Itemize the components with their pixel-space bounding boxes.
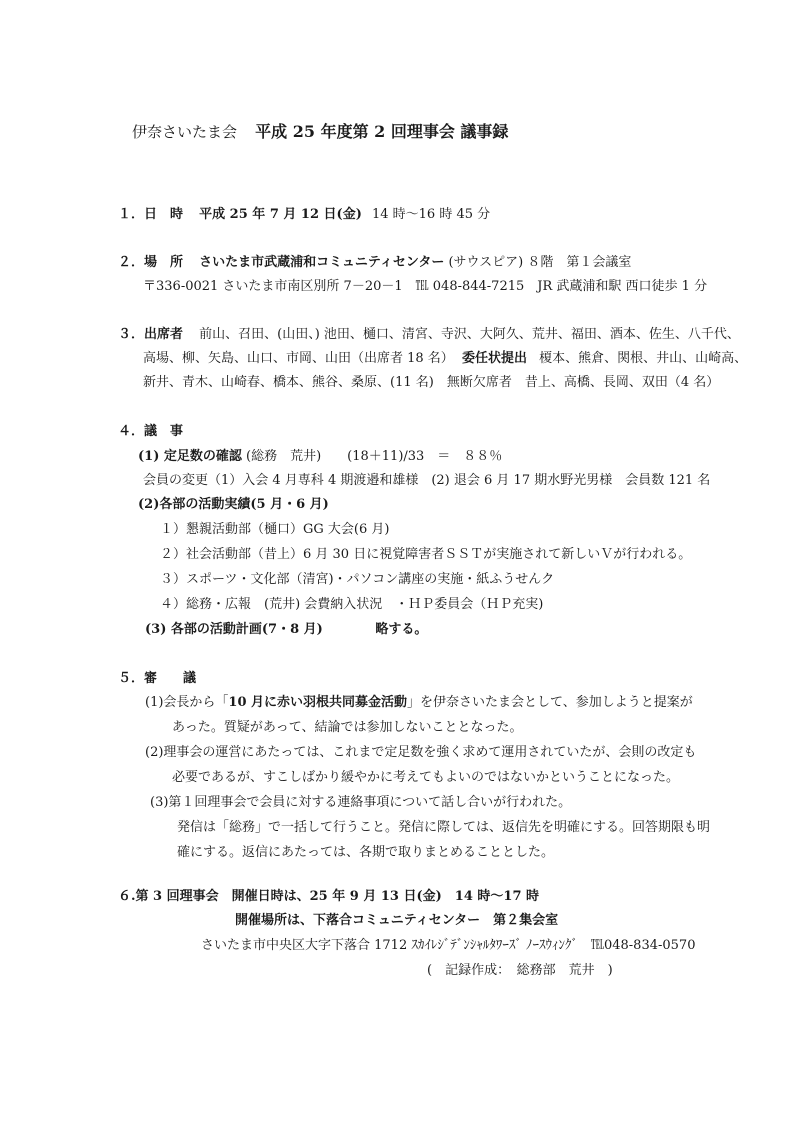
members-change: 会員の変更（1）入会 4 月専科 4 期渡邉和雄様 (2) 退会 6 月 17 期水野光男様 会員数 121 名 bbox=[143, 473, 711, 488]
quorum-detail: (総務 荒井) (18＋11)/33 ＝ ８８％ bbox=[246, 449, 503, 464]
record-author: ( 記録作成： 総務部 荒井 ) bbox=[427, 963, 613, 978]
venue-address: 〒336-0021 さいたま市南区別所 7－20－1 ℡ 048-844-7215 JR 武蔵浦和駅 西口徒歩 1 分 bbox=[143, 279, 708, 294]
next-meeting-address: さいたま市中央区大字下落合 1712 ｽｶｲﾚｼﾞﾃﾞﾝｼｬﾙﾀﾜｰｽﾞ ﾉｰｽｳｨﾝｸﾞ ℡048-834-0570 bbox=[201, 938, 696, 953]
quorum-row bbox=[138, 450, 502, 463]
venue-detail: (サウスピア) ８階 第１会議室 bbox=[448, 255, 632, 270]
plan-label: (3) 各部の活動計画(7・8 月) bbox=[145, 622, 323, 637]
section-agenda-label: ４．議 事 bbox=[118, 424, 184, 439]
activity-1: １）懇親活動部（樋口）GG 大会(6 月) bbox=[160, 522, 390, 537]
deliberation-item-3-cont-2: 確にする。返信にあたっては、各期で取りまとめることとした。 bbox=[177, 845, 555, 860]
activities-label: (2)各部の活動実績(5 月・6 月) bbox=[138, 497, 329, 512]
activity-4: ４）総務・広報 (荒井) 会費納入状況 ・ＨＰ委員会（ＨＰ充実) bbox=[160, 597, 544, 612]
venue-label: ２．場 所 bbox=[118, 255, 184, 270]
activity-3: ３）スポーツ・文化部（清宮)・パソコン講座の実施・紙ふうせんク bbox=[160, 572, 555, 587]
section-venue bbox=[118, 256, 631, 269]
deliberation-item-3: (3)第１回理事会で会員に対する連絡事項について話し合いが行われた。 bbox=[150, 795, 572, 810]
attendees-line-1: 前山、召田、(山田、) 池田、樋口、清宮、寺沢、大阿久、荒井、福田、酒本、佐生、八千代、 bbox=[199, 327, 740, 342]
deliberation-item-1-cont: あった。質疑があって、結論では参加しないこととなった。 bbox=[172, 720, 523, 735]
attendees-list: 高場、柳、矢島、山口、市岡、山田（出席者 18 名） bbox=[143, 351, 454, 366]
deliberation-item-2-cont: 必要であるが、すこしばかり緩やかに考えてもよいのではないかということになった。 bbox=[172, 770, 680, 785]
deliberation-item-2: (2)理事会の運営にあたっては、これまで定足数を強く求めて運用されていたが、会則の改定も bbox=[145, 745, 697, 760]
plan-note: 略する。 bbox=[375, 622, 428, 637]
activity-2: ２）社会活動部（昔上）6 月 30 日に視覚障害者ＳＳＴが実施されて新しいＶが行われる。 bbox=[160, 547, 692, 562]
deliberation-item-1 bbox=[145, 696, 693, 709]
next-meeting-venue: 開催場所は、下落合コミュニティセンター 第２集会室 bbox=[235, 913, 559, 928]
section-attendees bbox=[118, 328, 740, 341]
meeting-time: 14 時〜16 時 45 分 bbox=[371, 207, 491, 222]
item1-text-c: 」を伊奈さいたま会として、参加しようと提案が bbox=[407, 695, 693, 710]
proxy-label: 委任状提出 bbox=[461, 351, 527, 366]
attendees-line-2 bbox=[143, 352, 747, 365]
meeting-date: 平成 25 年 7 月 12 日(金) bbox=[199, 207, 362, 222]
item1-highlight: 10 月に赤い羽根共同募金活動 bbox=[228, 695, 408, 710]
org-name: 伊奈さいたま会 bbox=[132, 123, 238, 141]
datetime-label: １．日 時 bbox=[118, 207, 184, 222]
venue-name: さいたま市武蔵浦和コミュニティセンター bbox=[199, 255, 445, 270]
attendees-line-3: 新井、青木、山崎春、橋本、熊谷、桑原、(11 名) 無断欠席者 昔上、高橋、長岡、双田（4 名） bbox=[143, 375, 720, 390]
deliberation-item-3-cont-1: 発信は「総務」で一括して行うこと。発信に際しては、返信先を明確にする。回答期限も明 bbox=[177, 820, 711, 835]
attendees-label: ３．出席者 bbox=[118, 327, 184, 342]
section-deliberation-label: ５．審 議 bbox=[118, 671, 197, 686]
plan-row bbox=[145, 623, 427, 636]
item1-text-a: (1)会長から「 bbox=[145, 695, 229, 710]
page-title bbox=[132, 124, 508, 140]
proxy-list: 榎本、熊倉、関根、井山、山崎高、 bbox=[539, 351, 748, 366]
quorum-label: (1) 定足数の確認 bbox=[138, 449, 242, 464]
meeting-title: 平成 25 年度第 2 回理事会 議事録 bbox=[255, 122, 509, 141]
section-datetime bbox=[118, 208, 490, 221]
next-meeting-datetime: ６.第 3 回理事会 開催日時は、25 年 9 月 13 日(金) 14 時〜17 時 bbox=[118, 889, 540, 904]
